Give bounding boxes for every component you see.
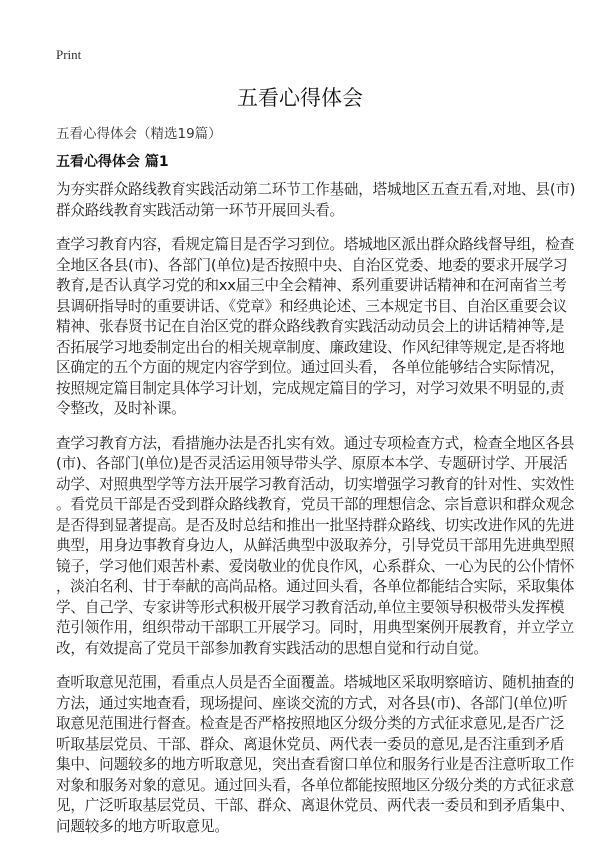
paragraph-line: 否拓展学习地委制定出台的相关规章制度、廉政建设、作风纪律等规定,是否将地 [56,338,565,356]
paragraph-line: 为夯实群众路线教育实践活动第二环节工作基础，塔城地区五查五看,对地、县(市) [56,181,576,198]
section-heading: 五看心得体会 篇1 [56,154,169,170]
paragraph-line: 教育,是否认真学习党的和xx届三中全会精神、系列重要讲话精神和在河南省兰考 [56,277,567,294]
paragraph-line: 学、自己学、专家讲等形式积极开展学习教育活动,单位主要领导积极带头发挥模 [56,598,565,616]
paragraph [56,434,586,660]
paragraph-line: 对象和服务对象的意见。通过回头看，各单位都能按照地区分级分类的方式征求意 [56,776,575,794]
paragraph [56,673,586,837]
paragraph-line: 范引领作用，组织带动干部职工开展学习。同时，用典型案例开展教育，并立学立 [56,619,575,636]
article-body [56,180,586,851]
paragraph-line: 精神、张春贤书记在自治区党的群众路线教育实践活动动员会上的讲话精神等,是 [56,318,565,335]
paragraph-line: 取意见范围进行督查。检查是否严格按照地区分级分类的方式征求意见,是否广泛 [56,715,565,732]
paragraph-line: 按照规定篇目制定具体学习计划，完成规定篇目的学习，对学习效果不明显的,责 [56,379,565,397]
paragraph-line: 令整改，及时补课。 [56,400,186,417]
paragraph-line: 集中、问题较多的地方听取意见，突出查看窗口单位和服务行业是否注意听取工作 [56,756,575,773]
paragraph-line: 动学、对照典型学等方法开展学习教育活动，切实增强学习教育的针对性、实效性 [56,475,575,493]
paragraph-line: 问题较多的地方听取意见。 [56,817,229,835]
paragraph-line: 查学习教育内容，看规定篇目是否学习到位。塔城地区派出群众路线督导组，检查 [56,236,575,253]
paragraph-line: 改，有效提高了党员干部参加教育实践活动的思想自觉和行动自觉。 [56,639,488,657]
paragraph-line: 听取基层党员、干部、群众、离退休党员、两代表一委员的意见,是否注重到矛盾 [56,735,565,753]
paragraph [56,180,586,221]
paragraph [56,235,586,420]
paragraph-line: 典型，用身边事教育身边人，从鲜活典型中汲取养分，引导党员干部用先进典型照 [56,537,575,554]
paragraph-line: (市)、各部门(单位)是否灵活运用领导带头学、原原本本学、专题研讨学、开展活 [56,455,568,472]
paragraph-line: 全地区各县(市)、各部门(单位)是否按照中央、自治区党委、地委的要求开展学习 [56,256,568,274]
paragraph-line: 见，广泛听取基层党员、干部、群众、离退休党员、两代表一委员和到矛盾集中、 [56,797,575,814]
paragraph-line: 县调研指导时的重要讲话、《党章》和经典论述、三本规定书目、自治区重要会议 [56,297,567,315]
paragraph-line: 查听取意见范围，看重点人员是否全面覆盖。塔城地区采取明察暗访、随机抽查的 [56,674,575,691]
page-title: 五看心得体会 [237,86,363,110]
paragraph-line: 群众路线教育实践活动第一环节开展回头看。 [56,201,344,219]
print-link[interactable]: Print [56,47,82,62]
paragraph-line: 查学习教育方法，看措施办法是否扎实有效。通过专项检查方式，检查全地区各县 [56,434,575,452]
paragraph-line: 。看党员干部是否受到群众路线教育，党员干部的理想信念、宗旨意识和群众观念 [56,496,575,513]
paragraph-line: 是否得到显著提高。是否及时总结和推出一批坚持群众路线、切实改进作风的先进 [56,516,575,534]
paragraph-line: 镜子，学习他们艰苦朴素、爱岗敬业的优良作风，心系群众、一心为民的公仆情怀 [56,557,575,575]
paragraph-line: 方法，通过实地查看，现场提问、座谈交流的方式，对各县(市)、各部门(单位)听 [56,694,568,712]
paragraph-line: 区确定的五个方面的规定内容学到位。通过回头看， 各单位能够结合实际情况， [56,359,565,376]
paragraph-line: ，淡泊名利、甘于奉献的高尚品格。通过回头看，各单位都能结合实际，采取集体 [56,578,575,595]
document-subtitle: 五看心得体会（精选19篇） [56,126,222,142]
